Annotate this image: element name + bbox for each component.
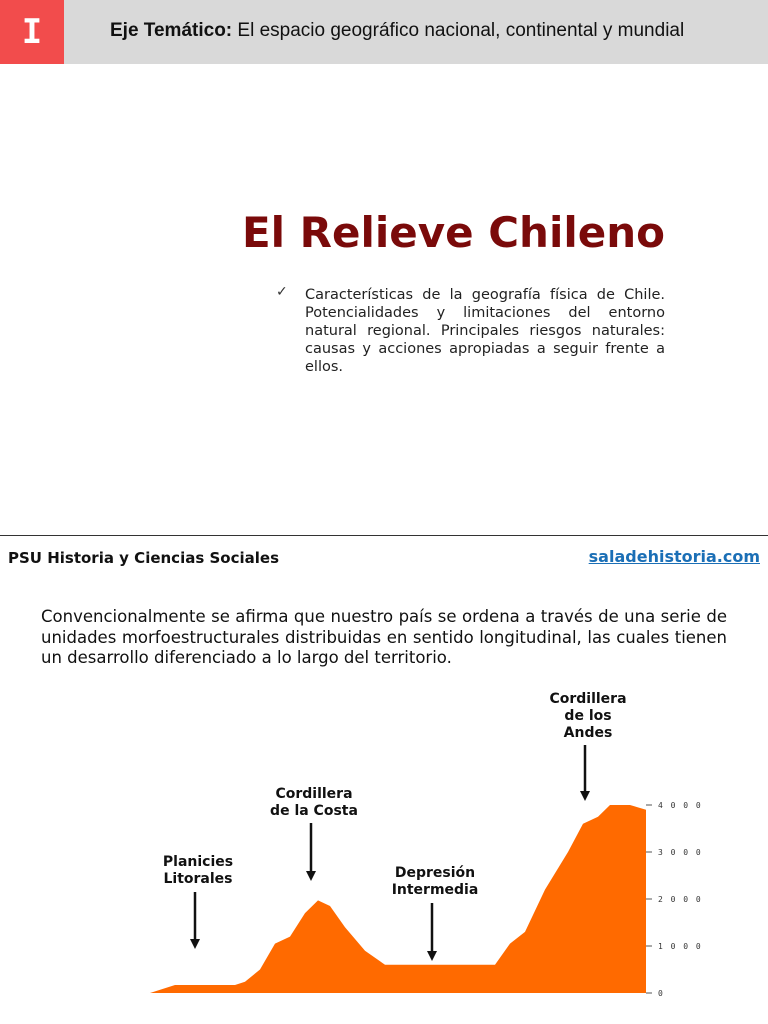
y-tick-label: 2 0 0 0 bbox=[658, 895, 703, 904]
y-tick-label: 0 bbox=[658, 989, 665, 998]
intro-paragraph: Convencionalmente se afirma que nuestro país se ordena a través de una serie de unidades morfoestructurales distribuidas en sentido longitudinal, las cuales tienen un desarrollo diferenciado a lo largo del territorio. bbox=[41, 607, 727, 667]
y-tick-label: 3 0 0 0 bbox=[658, 848, 703, 857]
footer-site-link[interactable]: saladehistoria.com bbox=[588, 547, 760, 566]
footer-course: PSU Historia y Ciencias Sociales bbox=[8, 549, 279, 567]
relief-unit-label: Planicies Litorales bbox=[162, 854, 234, 887]
axis-badge: I bbox=[0, 0, 64, 64]
checkmark-icon: ✓ bbox=[276, 284, 288, 300]
relief-area bbox=[150, 805, 646, 993]
description-text: Características de la geografía física de Chile. Potencialidades y limitaciones del entorno natural regional. Principales riesgos naturales: causas y acciones apropiadas a seguir frente a ellos. bbox=[305, 287, 665, 375]
header-label-rest: El espacio geográfico nacional, continental y mundial bbox=[232, 20, 685, 41]
relief-unit-label: Cordillera de los Andes bbox=[549, 691, 627, 741]
header-label-bold: Eje Temático: bbox=[110, 20, 233, 41]
page-title: El Relieve Chileno bbox=[241, 208, 665, 257]
y-tick-label: 4 0 0 0 bbox=[658, 801, 703, 810]
relief-unit-label: Cordillera de la Costa bbox=[270, 786, 358, 819]
relief-unit-label: Depresión Intermedia bbox=[391, 865, 479, 898]
y-tick-label: 1 0 0 0 bbox=[658, 942, 703, 951]
